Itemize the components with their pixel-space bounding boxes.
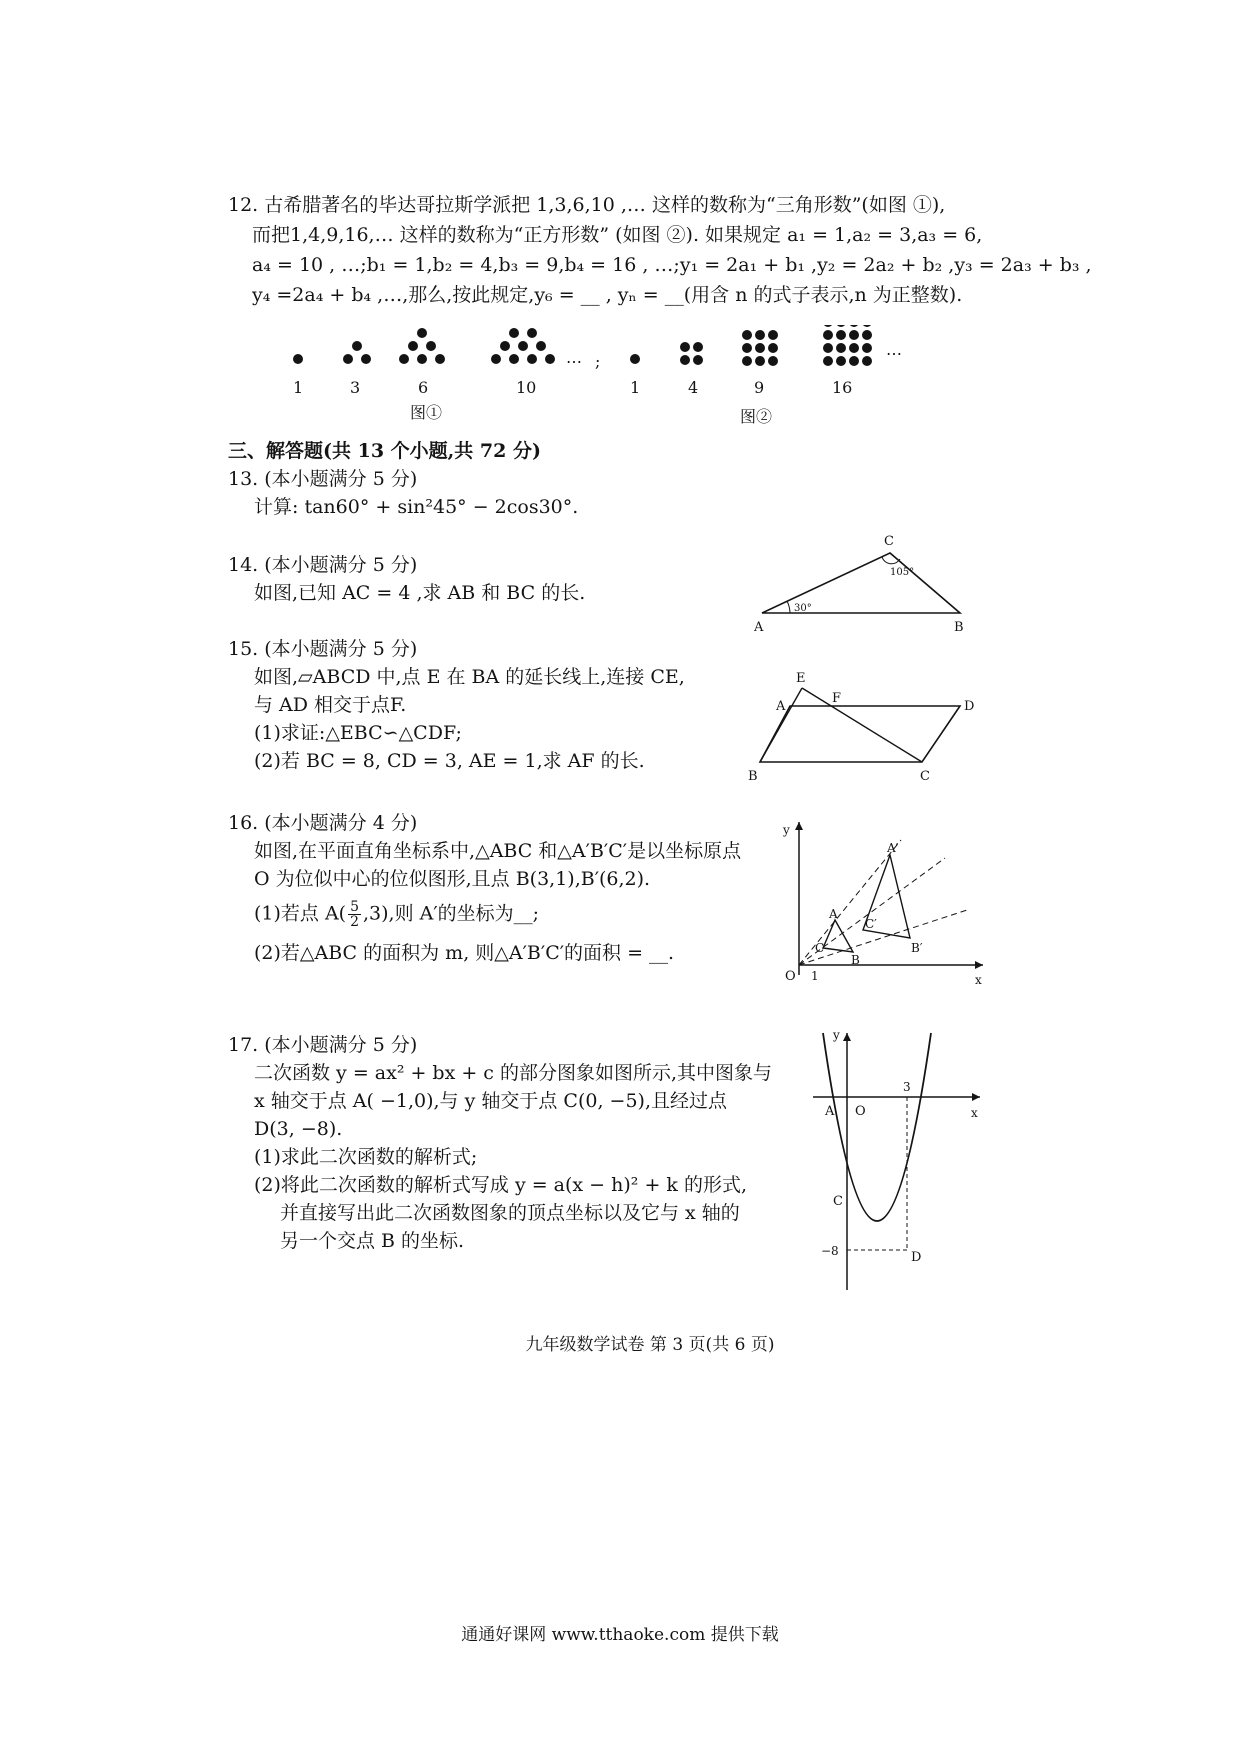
label-three: 3 xyxy=(903,1080,911,1094)
q17-l6: 并直接写出此二次函数图象的顶点坐标以及它与 x 轴的 xyxy=(280,1202,740,1224)
tri-label-3: 3 xyxy=(350,378,361,397)
label-y: y xyxy=(833,1028,840,1042)
q16-l4: (2)若△ABC 的面积为 m, 则△A′B′C′的面积 = __. xyxy=(254,942,675,964)
bottom-source-line: 通通好课网 www.tthaoke.com 提供下载 xyxy=(461,1625,779,1645)
label-a: A xyxy=(825,1104,835,1119)
ray-ob xyxy=(799,910,967,965)
fraction-denominator: 2 xyxy=(350,914,360,930)
q16-l1: 如图,在平面直角坐标系中,△ABC 和△A′B′C′是以坐标原点 xyxy=(254,840,742,862)
q16-coordinate-figure xyxy=(775,810,990,990)
q13-body: 计算: tan60° + sin²45° − 2cos30°. xyxy=(254,496,579,518)
q12-line2: 而把1,4,9,16,… 这样的数称为“正方形数” (如图 ②). 如果规定 a₁ = 1,a₂ = 3,a₃ = 6, xyxy=(252,224,983,246)
section3-heading: 三、解答题(共 13 个小题,共 72 分) xyxy=(228,440,541,462)
label-c: C xyxy=(833,1194,843,1209)
x-axis-arrow xyxy=(975,961,983,969)
q14-triangle-figure xyxy=(750,525,980,635)
square-9 xyxy=(742,330,778,366)
label-e: E xyxy=(796,671,806,686)
square-1 xyxy=(630,354,640,364)
square-4 xyxy=(680,342,703,365)
label-one: 1 xyxy=(811,969,819,983)
q15-l4: (2)若 BC = 8, CD = 3, AE = 1,求 AF 的长. xyxy=(254,750,645,772)
triangle-1 xyxy=(293,354,303,364)
label-o: O xyxy=(855,1104,866,1119)
label-b: B xyxy=(851,953,860,967)
q15-parallelogram-figure xyxy=(740,668,980,783)
fig2-caption: 图② xyxy=(740,407,773,426)
label-f: F xyxy=(832,691,842,706)
q16-l2: O 为位似中心的位似图形,且点 B(3,1),B′(6,2). xyxy=(254,868,651,890)
q15-head: 15. (本小题满分 5 分) xyxy=(228,638,418,660)
q16-l3-prefix: (1)若点 A( xyxy=(254,902,347,925)
triangle-ellipsis: … xyxy=(566,348,582,367)
triangle-10 xyxy=(491,325,555,364)
label-a: A xyxy=(754,620,764,635)
label-b-prime: B′ xyxy=(911,941,923,955)
label-a: A xyxy=(776,699,786,714)
triangle-abc xyxy=(823,920,853,952)
label-x: x xyxy=(975,973,982,987)
label-y: y xyxy=(783,823,790,837)
q14-body: 如图,已知 AC = 4 ,求 AB 和 BC 的长. xyxy=(254,582,586,604)
triangle-abc xyxy=(762,553,960,613)
angle-c-label: 105° xyxy=(890,567,915,578)
q17-l7: 另一个交点 B 的坐标. xyxy=(280,1230,465,1252)
label-c: C xyxy=(815,941,825,955)
q15-l3: (1)求证:△EBC∽△CDF; xyxy=(254,722,462,744)
label-o: O xyxy=(785,969,796,984)
q16-l3-suffix: ,3),则 A′的坐标为__; xyxy=(363,902,540,925)
tri-label-10: 10 xyxy=(516,378,537,397)
angle-a-arc xyxy=(787,601,790,613)
fraction-numerator: 5 xyxy=(350,899,360,915)
label-c-prime: C′ xyxy=(865,917,877,931)
parallelogram-abcd xyxy=(760,706,960,762)
page-footer: 九年级数学试卷 第 3 页(共 6 页) xyxy=(525,1335,775,1355)
y-axis-arrow xyxy=(795,822,803,830)
label-b: B xyxy=(954,620,964,635)
label-a: A xyxy=(829,907,838,921)
tri-label-1: 1 xyxy=(293,378,304,397)
q17-l3: D(3, −8). xyxy=(254,1118,343,1140)
sq-label-16: 16 xyxy=(832,378,853,397)
label-neg8: −8 xyxy=(821,1244,839,1258)
q13-head: 13. (本小题满分 5 分) xyxy=(228,468,418,490)
parabola-curve xyxy=(823,1033,931,1221)
q16-head: 16. (本小题满分 4 分) xyxy=(228,812,418,834)
q16-fraction xyxy=(348,900,361,929)
label-d: D xyxy=(911,1250,922,1265)
q14-head: 14. (本小题满分 5 分) xyxy=(228,554,418,576)
angle-c-arc xyxy=(882,557,900,564)
label-d: D xyxy=(964,699,975,714)
q15-l2: 与 AD 相交于点F. xyxy=(254,694,407,716)
square-ellipsis: … xyxy=(886,340,902,359)
label-c: C xyxy=(884,534,894,549)
q17-head: 17. (本小题满分 5 分) xyxy=(228,1034,418,1056)
label-a-prime: A′ xyxy=(887,841,899,855)
q17-l1: 二次函数 y = ax² + bx + c 的部分图象如图所示,其中图象与 xyxy=(254,1062,773,1084)
q17-l2: x 轴交于点 A( −1,0),与 y 轴交于点 C(0, −5),且经过点 xyxy=(254,1090,727,1112)
label-c: C xyxy=(920,769,930,783)
triangle-6 xyxy=(399,328,445,364)
line-ec xyxy=(802,688,922,762)
square-16 xyxy=(823,325,872,366)
q15-l1: 如图,▱ABCD 中,点 E 在 BA 的延长线上,连接 CE, xyxy=(254,666,685,688)
triangle-3 xyxy=(343,341,371,364)
sq-label-4: 4 xyxy=(688,378,699,397)
q17-l4: (1)求此二次函数的解析式; xyxy=(254,1146,478,1168)
separator-semicolon: ; xyxy=(595,352,601,371)
q16-l3 xyxy=(254,900,539,929)
angle-a-label: 30° xyxy=(794,603,812,614)
fig1-caption: 图① xyxy=(410,403,443,422)
q17-parabola-figure xyxy=(805,1025,985,1295)
q17-l5: (2)将此二次函数的解析式写成 y = a(x − h)² + k 的形式, xyxy=(254,1174,747,1196)
y-axis-arrow xyxy=(843,1033,851,1041)
label-x: x xyxy=(971,1106,978,1120)
sq-label-1: 1 xyxy=(630,378,641,397)
tri-label-6: 6 xyxy=(418,378,429,397)
q12-line3: a₄ = 10 , …;b₁ = 1,b₂ = 4,b₃ = 9,b₄ = 16 , …;y₁ = 2a₁ + b₁ ,y₂ = 2a₂ + b₂ ,y₃ = 2a₃ + b₃ , xyxy=(252,254,1092,276)
q12-line4: y₄ =2a₄ + b₄ ,…,那么,按此规定,y₆ = __ , yₙ = __(用含 n 的式子表示,n 为正整数). xyxy=(252,284,963,306)
label-b: B xyxy=(748,769,758,783)
sq-label-9: 9 xyxy=(754,378,765,397)
x-axis-arrow xyxy=(972,1093,980,1101)
q12-line1: 12. 古希腊著名的毕达哥拉斯学派把 1,3,6,10 ,… 这样的数称为“三角形数”(如图 ①), xyxy=(228,194,946,216)
